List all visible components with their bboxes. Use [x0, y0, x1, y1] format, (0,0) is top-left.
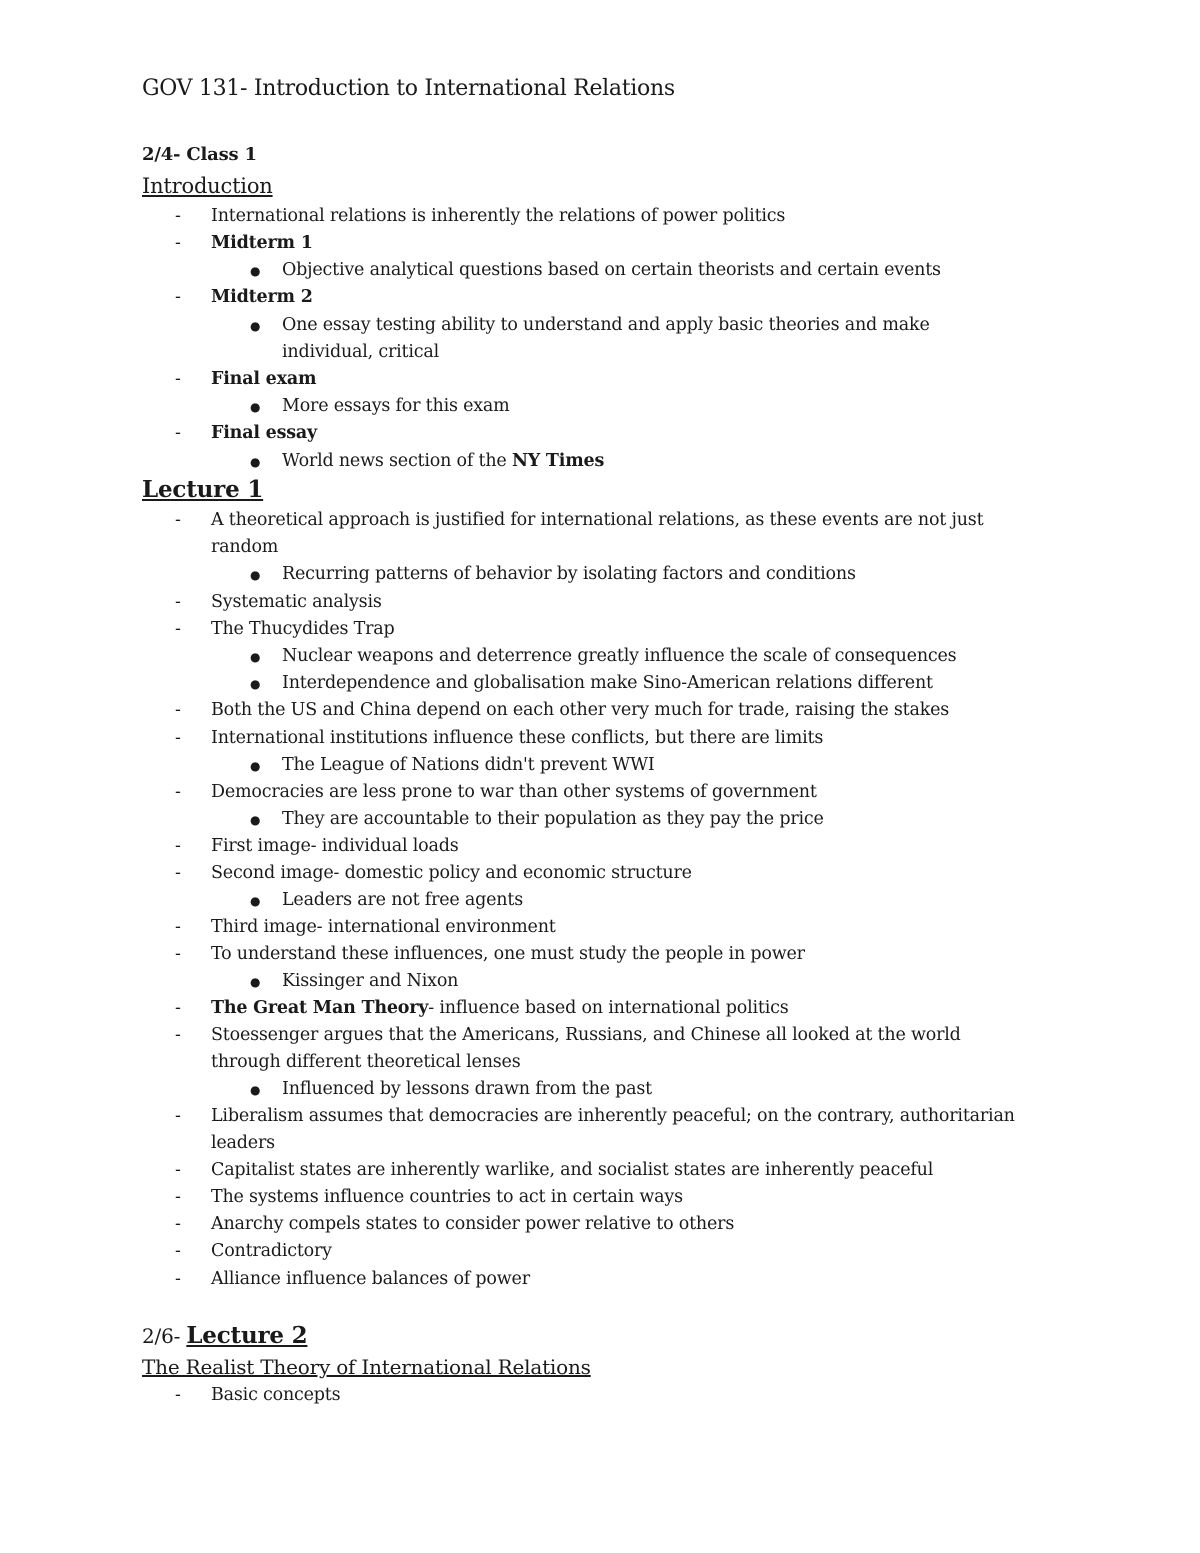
list-item: Final exam	[211, 369, 317, 389]
dash-marker: -	[175, 287, 181, 307]
list-item: Anarchy compels states to consider power relative to others	[211, 1214, 735, 1234]
list-item: Objective analytical questions based on certain theorists and certain events	[282, 260, 941, 280]
item-text-bold: NY Times	[511, 451, 605, 471]
dash-marker: -	[175, 863, 181, 883]
list-item: The League of Nations didn't prevent WWI	[282, 755, 655, 775]
list-item-continuation: random	[211, 537, 279, 557]
dash-marker: -	[175, 1106, 181, 1126]
dash-marker: -	[175, 782, 181, 802]
list-item: Capitalist states are inherently warlike, and socialist states are inherently peaceful	[211, 1160, 934, 1180]
intro-heading: Introduction	[142, 174, 273, 198]
list-item: Second image- domestic policy and economic structure	[211, 863, 692, 883]
dash-marker: -	[175, 1241, 181, 1261]
lecture2-title: Lecture 2	[186, 1322, 308, 1349]
course-name: Introduction to International Relations	[247, 76, 675, 101]
dash-marker: -	[175, 1187, 181, 1207]
list-item: Leaders are not free agents	[282, 890, 523, 910]
dash-marker: -	[175, 1025, 181, 1045]
bullet-marker: ●	[250, 650, 261, 664]
list-item: Kissinger and Nixon	[282, 971, 459, 991]
dash-marker: -	[175, 1385, 181, 1405]
dash-marker: -	[175, 700, 181, 720]
dash-marker: -	[175, 917, 181, 937]
bullet-marker: ●	[250, 813, 261, 827]
list-item: Third image- international environment	[211, 917, 556, 937]
list-item: One essay testing ability to understand and apply basic theories and make	[282, 315, 930, 335]
dash-marker: -	[175, 1214, 181, 1234]
list-item-continuation: through different theoretical lenses	[211, 1052, 521, 1072]
dash-marker: -	[175, 836, 181, 856]
list-item: Systematic analysis	[211, 592, 382, 612]
item-text: - influence based on international politics	[428, 998, 789, 1018]
bullet-marker: ●	[250, 264, 261, 278]
list-item-continuation: individual, critical	[282, 342, 440, 362]
dash-marker: -	[175, 728, 181, 748]
list-item: International institutions influence these conflicts, but there are limits	[211, 728, 824, 748]
list-item: The Thucydides Trap	[211, 619, 395, 639]
bullet-marker: ●	[250, 759, 261, 773]
list-item: Nuclear weapons and deterrence greatly influence the scale of consequences	[282, 646, 957, 666]
lecture2-heading	[142, 1322, 307, 1349]
bullet-marker: ●	[250, 400, 261, 414]
dash-marker: -	[175, 510, 181, 530]
list-item: Interdependence and globalisation make Sino-American relations different	[282, 673, 933, 693]
bullet-marker: ●	[250, 975, 261, 989]
list-item	[211, 998, 789, 1018]
list-item: Democracies are less prone to war than other systems of government	[211, 782, 817, 802]
bullet-marker: ●	[250, 1083, 261, 1097]
dash-marker: -	[175, 944, 181, 964]
realist-theory-heading: The Realist Theory of International Relations	[142, 1355, 591, 1379]
list-item: They are accountable to their population as they pay the price	[282, 809, 824, 829]
lecture2-date: 2/6-	[142, 1324, 187, 1348]
bullet-marker: ●	[250, 319, 261, 333]
bullet-marker: ●	[250, 677, 261, 691]
bullet-marker: ●	[250, 894, 261, 908]
lecture1-heading: Lecture 1	[142, 476, 264, 503]
list-item: Contradictory	[211, 1241, 332, 1261]
item-text: World news section of the	[282, 451, 512, 471]
list-item: To understand these influences, one must study the people in power	[211, 944, 805, 964]
dash-marker: -	[175, 998, 181, 1018]
dash-marker: -	[175, 592, 181, 612]
list-item: Midterm 2	[211, 287, 313, 307]
dash-marker: -	[175, 1160, 181, 1180]
list-item: More essays for this exam	[282, 396, 510, 416]
item-text-bold: The Great Man Theory	[211, 998, 429, 1018]
dash-marker: -	[175, 423, 181, 443]
list-item: International relations is inherently the relations of power politics	[211, 206, 786, 226]
course-code: GOV 131-	[142, 76, 248, 101]
list-item: Final essay	[211, 423, 318, 443]
dash-marker: -	[175, 619, 181, 639]
dash-marker: -	[175, 369, 181, 389]
list-item-continuation: leaders	[211, 1133, 275, 1153]
list-item: The systems influence countries to act in certain ways	[211, 1187, 683, 1207]
bullet-marker: ●	[250, 455, 261, 469]
dash-marker: -	[175, 233, 181, 253]
list-item: Influenced by lessons drawn from the past	[282, 1079, 653, 1099]
dash-marker: -	[175, 206, 181, 226]
list-item: Midterm 1	[211, 233, 313, 253]
list-item: A theoretical approach is justified for international relations, as these events are not just	[211, 510, 984, 530]
dash-marker: -	[175, 1269, 181, 1289]
list-item: Both the US and China depend on each other very much for trade, raising the stakes	[211, 700, 950, 720]
class1-heading: 2/4- Class 1	[142, 144, 257, 165]
bullet-marker: ●	[250, 568, 261, 582]
list-item: Recurring patterns of behavior by isolating factors and conditions	[282, 564, 856, 584]
list-item: Alliance influence balances of power	[211, 1269, 530, 1289]
list-item: Basic concepts	[211, 1385, 341, 1405]
list-item: Liberalism assumes that democracies are inherently peaceful; on the contrary, authoritarian	[211, 1106, 1015, 1126]
list-item	[282, 451, 604, 471]
list-item: Stoessenger argues that the Americans, Russians, and Chinese all looked at the world	[211, 1025, 961, 1045]
document-title	[142, 76, 675, 101]
list-item: First image- individual loads	[211, 836, 459, 856]
